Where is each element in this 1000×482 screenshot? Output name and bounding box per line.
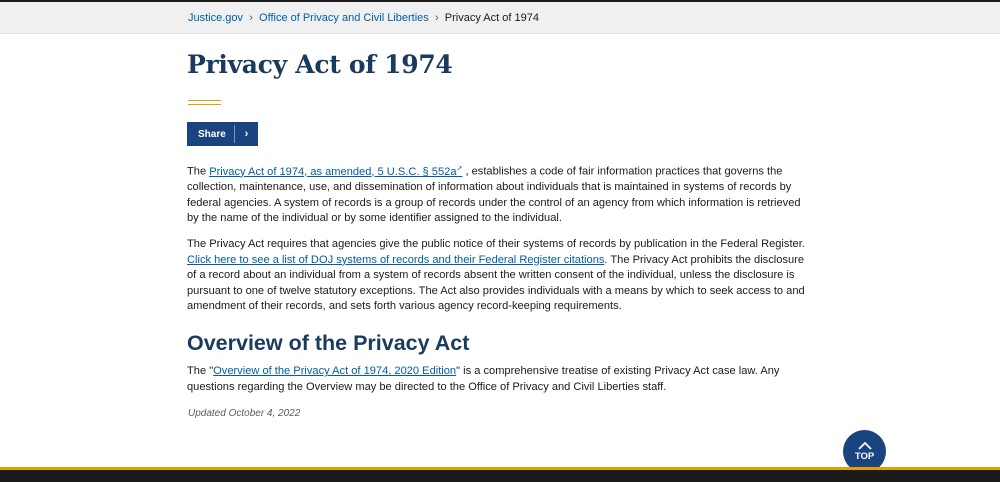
notice-paragraph	[187, 237, 811, 315]
paragraph-text: The "	[187, 365, 214, 377]
breadcrumb-link-oplc[interactable]: Office of Privacy and Civil Liberties	[259, 12, 429, 24]
breadcrumb-bar	[0, 2, 1000, 34]
overview-edition-link[interactable]: Overview of the Privacy Act of 1974, 2020 Edition	[213, 365, 457, 377]
share-button[interactable]	[187, 122, 258, 146]
page-title: Privacy Act of 1974	[187, 50, 453, 79]
paragraph-text: The Privacy Act requires that agencies give the public notice of their systems of records by publication in the Federal Register.	[187, 238, 805, 251]
link-text: Privacy Act of 1974, as amended, 5 U.S.C. § 552a	[209, 165, 457, 178]
paragraph-text: The	[187, 165, 210, 178]
chevron-up-icon	[858, 442, 872, 450]
title-underline-decoration	[188, 100, 221, 105]
overview-paragraph	[187, 364, 811, 395]
footer	[0, 470, 1000, 482]
breadcrumb	[188, 12, 539, 24]
intro-paragraph	[187, 161, 811, 227]
external-link-icon: ↗	[456, 165, 463, 172]
breadcrumb-link-justice[interactable]: Justice.gov	[188, 12, 244, 24]
paragraph-text: " is a comprehensive treatise of existing Privacy Act case law. Any questions regarding the Overview may be directed to the Office of Privacy and Civil Liberties staff.	[187, 365, 780, 393]
chevron-right-icon: ›	[244, 128, 249, 140]
back-to-top-label: TOP	[854, 450, 875, 462]
chevron-right-icon: ›	[434, 12, 439, 24]
updated-date: Updated October 4, 2022	[188, 408, 301, 419]
main-content	[187, 161, 811, 325]
overview-heading: Overview of the Privacy Act	[187, 331, 470, 355]
share-button-label: Share	[198, 128, 226, 140]
paragraph-text: , establishes a code of fair information practices that governs the collection, maintenance, use, and dissemination of information about individuals that is maintained in systems of records by federal agencies. A system of records is a group of records under the control of an agency from which information is retrieved by the name of the individual or by some identifier assigned to the individual.	[187, 165, 801, 225]
breadcrumb-current: Privacy Act of 1974	[444, 12, 539, 24]
paragraph-text: . The Privacy Act prohibits the disclosure of a record about an individual from a system of records absent the written consent of the individual, unless the disclosure is pursuant to one of twelve statutory exceptions. The Act also provides individuals with a means by which to seek access to and amendment of their records, and sets forth various agency record-keeping requirements.	[187, 253, 805, 313]
chevron-right-icon: ›	[249, 12, 253, 24]
privacy-act-statute-link[interactable]	[209, 166, 462, 178]
doj-systems-of-records-link[interactable]: Click here to see a list of DOJ systems of records and their Federal Register citations	[187, 253, 605, 266]
